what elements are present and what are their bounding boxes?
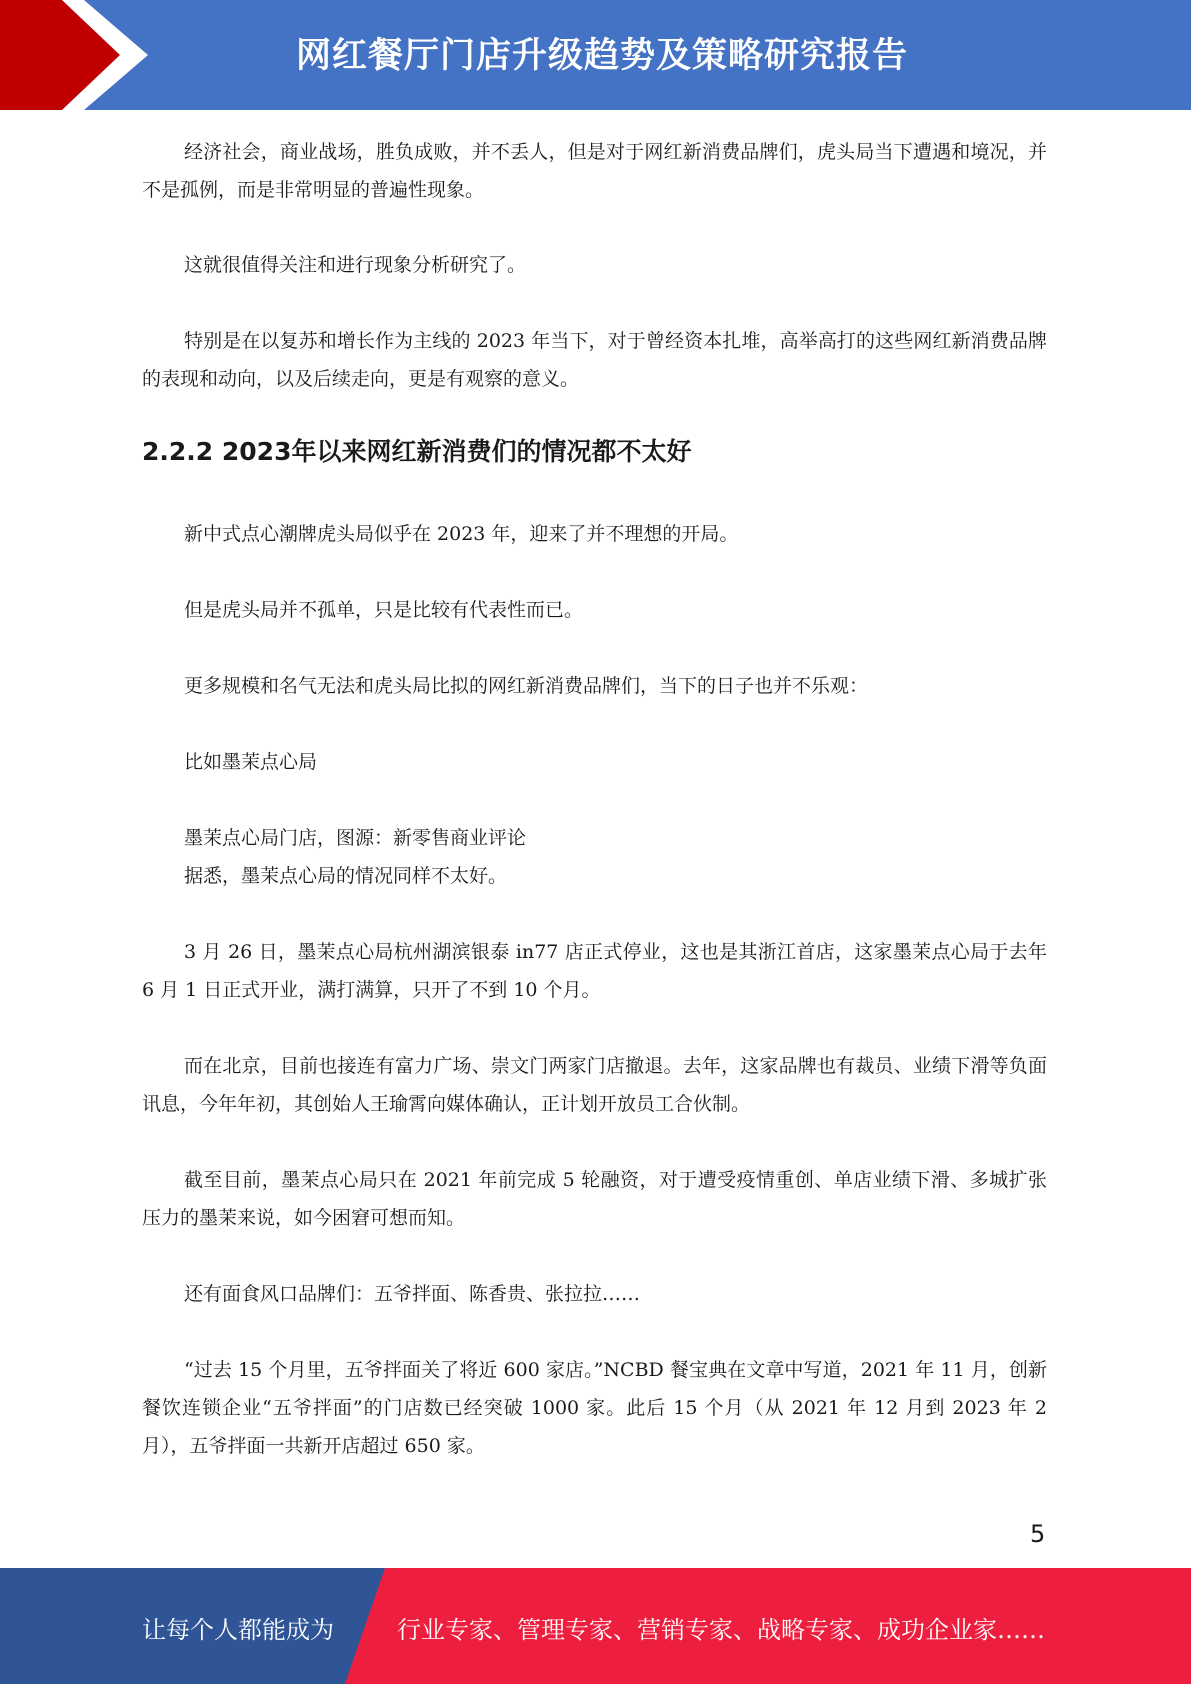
footer-slogan-right: 行业专家、管理专家、营销专家、战略专家、成功企业家…… xyxy=(397,1616,1045,1644)
report-title: 网红餐厅门店升级趋势及策略研究报告 xyxy=(296,36,909,76)
paragraph: 新中式点心潮牌虎头局似乎在 2023 年，迎来了并不理想的开局。 xyxy=(184,523,739,545)
paragraph: 据悉，墨茉点心局的情况同样不太好。 xyxy=(184,865,508,887)
paragraph: 3 月 26 日，墨茉点心局杭州湖滨银泰 in77 店正式停业，这也是其浙江首店，这家墨茉点心局于去年 6 月 1 日正式开业，满打满算，只开了不到 10 个月。 xyxy=(142,941,1047,1001)
paragraph: 但是虎头局并不孤单，只是比较有代表性而已。 xyxy=(184,599,584,621)
paragraph: 比如墨茉点心局 xyxy=(184,751,318,773)
paragraph: 这就很值得关注和进行现象分析研究了。 xyxy=(184,254,527,276)
page-footer xyxy=(0,1568,1191,1684)
paragraph: 而在北京，目前也接连有富力广场、崇文门两家门店撤退。去年，这家品牌也有裁员、业绩下滑等负面讯息，今年年初，其创始人王瑜霄向媒体确认，正计划开放员工合伙制。 xyxy=(142,1055,1047,1115)
paragraph: “过去 15 个月里，五爷拌面关了将近 600 家店。”NCBD 餐宝典在文章中写道，2021 年 11 月，创新餐饮连锁企业“五爷拌面”的门店数已经突破 1000 家。此后 15 个月（从 2021 年 12 月到 2023 年 2 月），五爷拌面一共新开店超过 650 家。 xyxy=(142,1359,1047,1457)
page-number: 5 xyxy=(1030,1520,1046,1548)
footer-slogan-left: 让每个人都能成为 xyxy=(142,1616,334,1644)
paragraph: 截至目前，墨茉点心局只在 2021 年前完成 5 轮融资，对于遭受疫情重创、单店业绩下滑、多城扩张压力的墨茉来说，如今困窘可想而知。 xyxy=(142,1169,1047,1229)
page-header xyxy=(0,0,1191,110)
paragraph: 经济社会，商业战场，胜负成败，并不丢人，但是对于网红新消费品牌们，虎头局当下遭遇和境况，并不是孤例，而是非常明显的普遍性现象。 xyxy=(142,141,1047,201)
section-heading: 2.2.2 2023年以来网红新消费们的情况都不太好 xyxy=(142,437,692,466)
paragraph: 更多规模和名气无法和虎头局比拟的网红新消费品牌们，当下的日子也并不乐观： xyxy=(184,675,869,697)
image-caption: 墨茉点心局门店，图源：新零售商业评论 xyxy=(184,827,527,849)
paragraph: 特别是在以复苏和增长作为主线的 2023 年当下，对于曾经资本扎堆，高举高打的这些网红新消费品牌的表现和动向，以及后续走向，更是有观察的意义。 xyxy=(142,330,1047,390)
paragraph: 还有面食风口品牌们：五爷拌面、陈香贵、张拉拉…… xyxy=(184,1283,641,1305)
